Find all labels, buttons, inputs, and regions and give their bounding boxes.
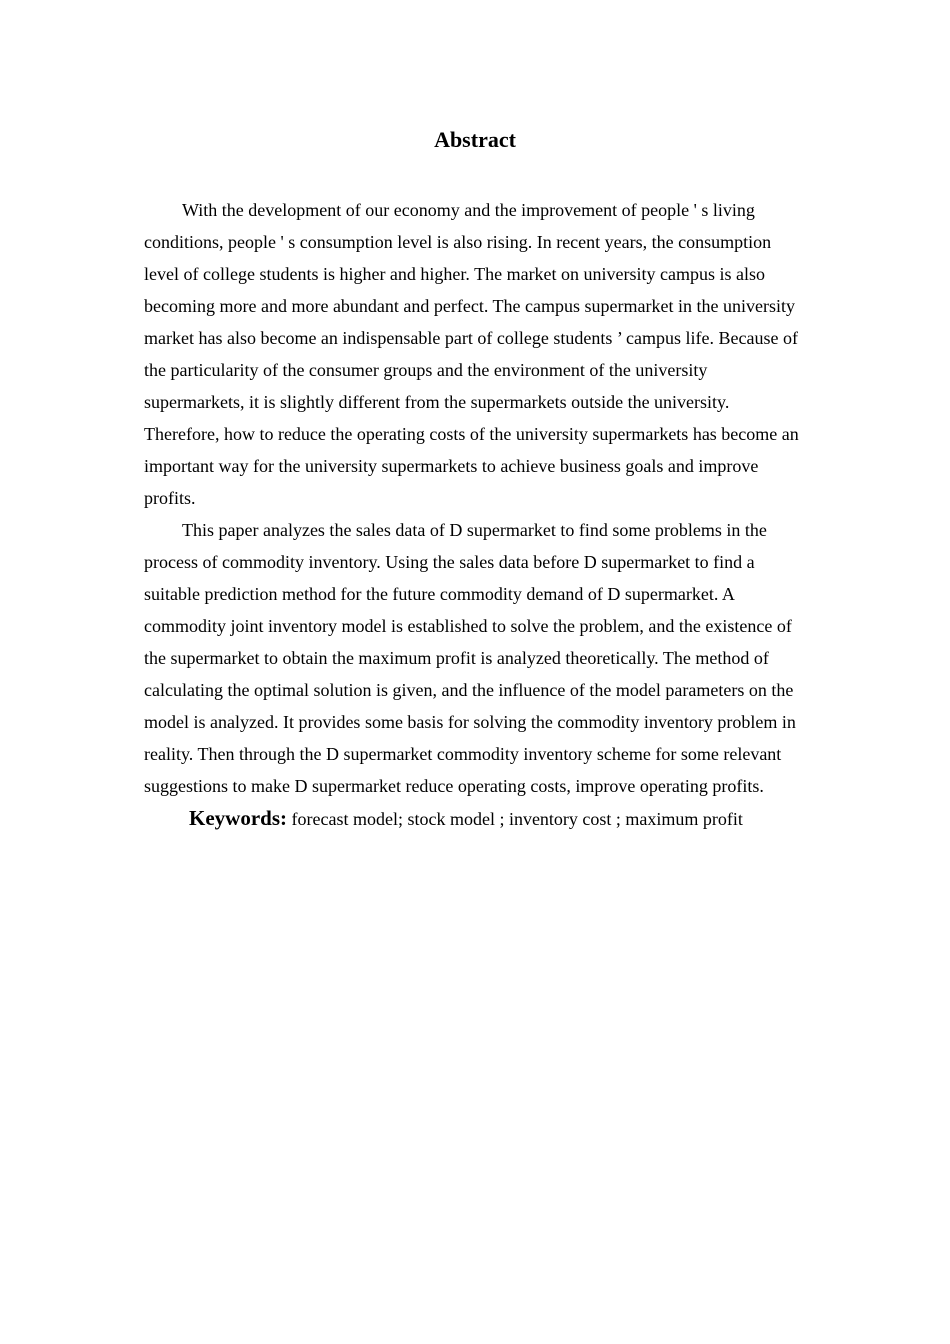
abstract-paragraph-2: This paper analyzes the sales data of D supermarket to find some problems in the process of commodity inventory. Using the sales data before D supermarket to find a suitable prediction method for the future commodity demand of D supermarket. A commodity joint inventory model is established to solve the problem, and the existence of the supermarket to obtain the maximum profit is analyzed theoretically. The method of calculating the optimal solution is given, and the influence of the model parameters on the model is analyzed. It provides some basis for solving the commodity inventory problem in reality. Then through the D supermarket commodity inventory scheme for some relevant suggestions to make D supermarket reduce operating costs, improve operating profits.	[144, 520, 796, 796]
abstract-paragraph-1: With the development of our economy and the improvement of people ' s living conditions, people ' s consumption level is also rising. In recent years, the consumption level of college students is higher and higher. The market on university campus is also becoming more and more abundant and perfect. The campus supermarket in the university market has also become an indispensable part of college students ’ campus life. Because of the particularity of the consumer groups and the environment of the university supermarkets, it is slightly different from the supermarkets outside the university. Therefore, how to reduce the operating costs of the university supermarkets has become an important way for the university supermarkets to achieve business goals and improve profits.	[144, 200, 799, 508]
abstract-title: Abstract	[434, 127, 516, 152]
keywords-line	[144, 802, 806, 835]
keywords-label: Keywords:	[189, 806, 287, 830]
keywords-text: forecast model; stock model ; inventory cost ; maximum profit	[291, 809, 743, 829]
abstract-body	[144, 194, 806, 835]
